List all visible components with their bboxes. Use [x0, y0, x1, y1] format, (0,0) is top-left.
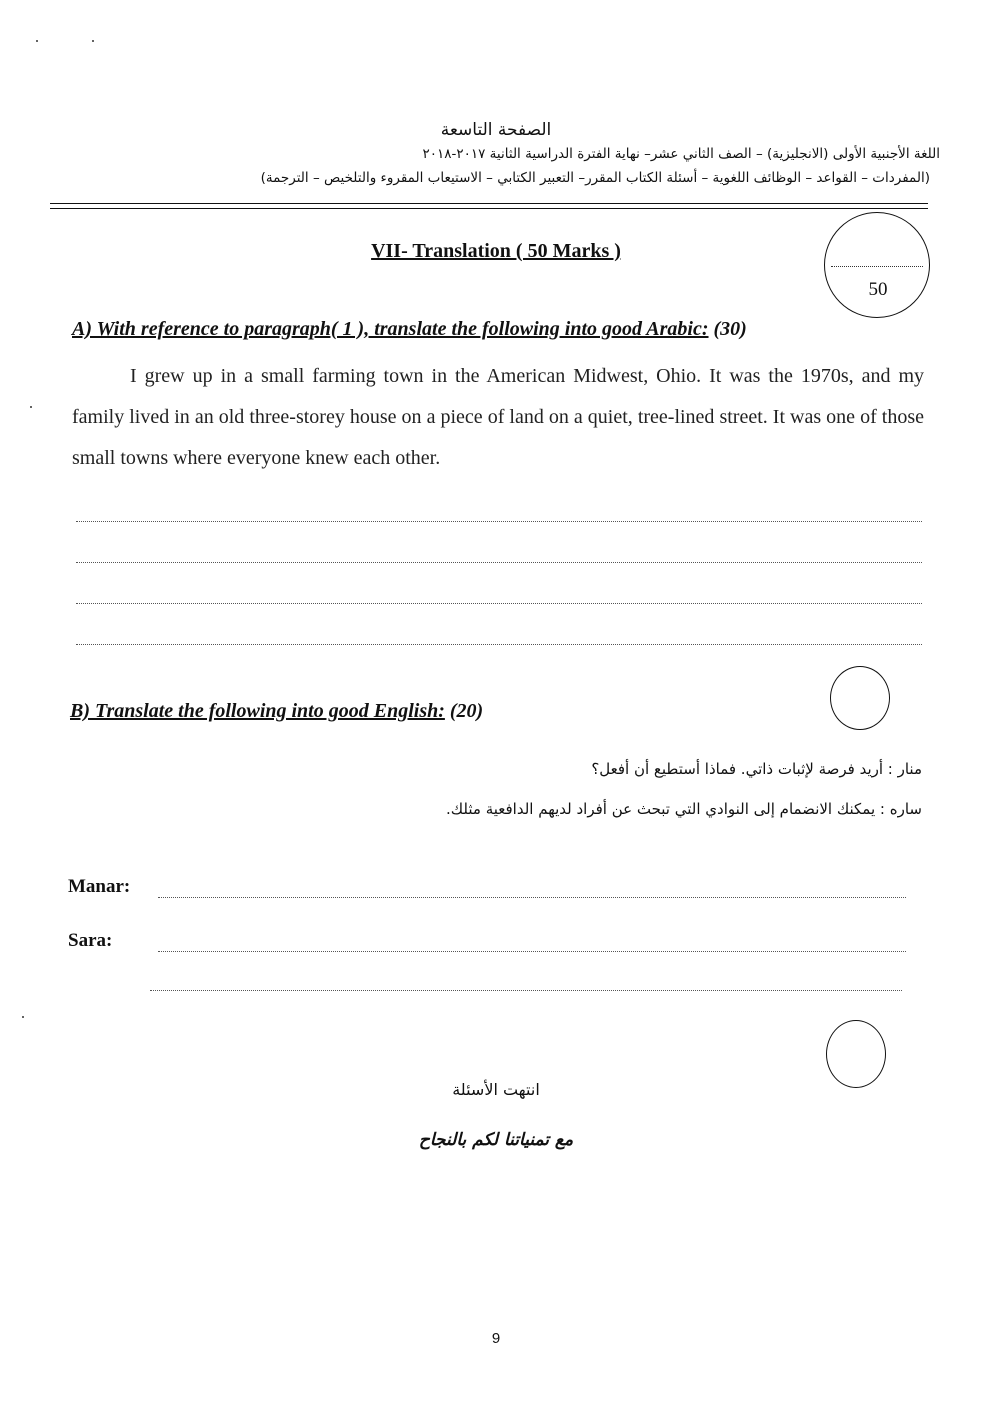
part-a-paragraph: I grew up in a small farming town in the American Midwest, Ohio. It was the 1970s, and my family lived in an old three-storey house on a piece of land on a quiet, tree-lined street. It was one of those small towns where everyone knew each other. — [72, 365, 924, 469]
answer-line-a[interactable] — [76, 562, 922, 563]
end-of-questions: انتهت الأسئلة — [452, 1080, 540, 1099]
scan-speck — [30, 406, 32, 408]
part-b-extra-circle — [826, 1020, 886, 1088]
answer-line-sara[interactable] — [158, 951, 906, 952]
part-a-marks: (30) — [713, 318, 747, 340]
scan-speck — [92, 40, 94, 42]
part-b-title: B) Translate the following into good English: — [70, 700, 445, 722]
arabic-dialogue-manar: منار : أريد فرصة لإثبات ذاتي. فماذا أستطيع أن أفعل؟ — [591, 760, 922, 778]
scan-speck — [36, 40, 38, 42]
arabic-dialogue-sara: ساره : يمكنك الانضمام إلى النوادي التي تبحث عن أفراد لديهم الدافعية مثلك. — [445, 800, 922, 818]
exam-info-line: اللغة الأجنبية الأولى (الانجليزية) – الصف الثاني عشر– نهاية الفترة الدراسية الثانية ٢٠١٧-٢٠١٨ — [422, 146, 940, 162]
exam-sections-line: (المفردات – القواعد – الوظائف اللغوية – أسئلة الكتاب المقرر– التعبير الكتابي – الاستيعاب المقروء والتلخيص – الترجمة) — [260, 170, 930, 186]
part-a-title: A) With reference to paragraph( 1 ), translate the following into good Arabic: — [72, 318, 709, 340]
answer-line-a[interactable] — [76, 521, 922, 522]
answer-line-manar[interactable] — [158, 897, 906, 898]
closing-wishes: مع تمنياتنا لكم بالنجاح — [418, 1130, 574, 1150]
scan-speck — [22, 1016, 24, 1018]
score-total: 50 — [868, 279, 888, 300]
label-sara: Sara: — [68, 930, 113, 951]
score-blank — [831, 266, 923, 267]
page-number: 9 — [491, 1330, 501, 1347]
part-b-score-circle — [830, 666, 890, 730]
answer-line-a[interactable] — [76, 644, 922, 645]
header-rule-bottom — [50, 208, 928, 209]
page-title: الصفحة التاسعة — [440, 120, 552, 140]
score-circle — [824, 212, 930, 318]
label-manar: Manar: — [68, 876, 131, 897]
header-rule-top — [50, 203, 928, 204]
part-a-heading — [72, 318, 747, 341]
section-title: VII- Translation ( 50 Marks ) — [371, 240, 621, 262]
part-b-heading — [70, 700, 483, 723]
part-b-marks: (20) — [449, 700, 484, 722]
answer-line-sara[interactable] — [150, 990, 902, 991]
answer-line-a[interactable] — [76, 603, 922, 604]
